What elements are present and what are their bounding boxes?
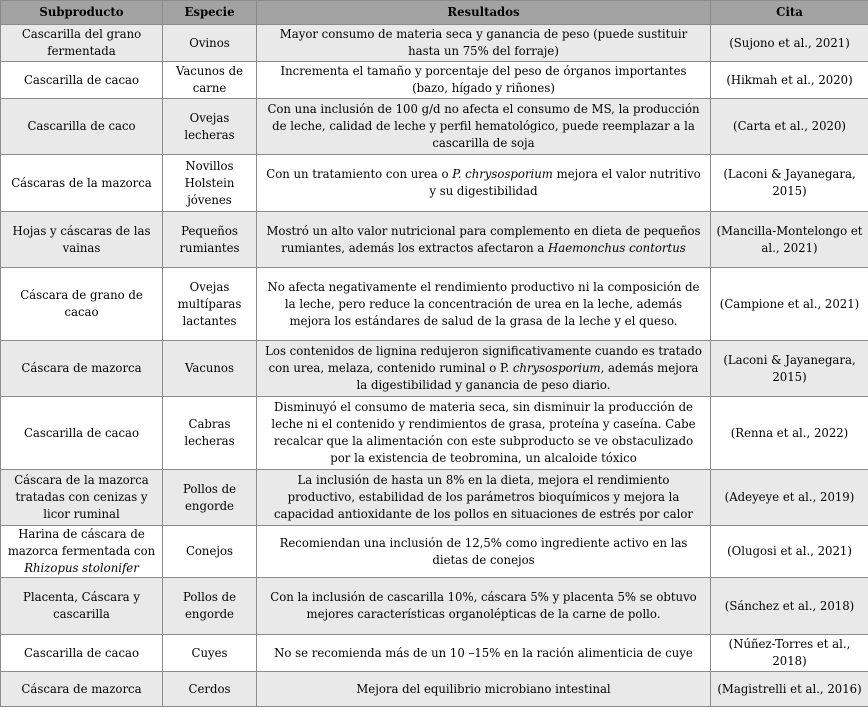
cell-resultados <box>257 25 711 62</box>
cell-resultados-segment: mejora el valor nutritivo y su digestibilidad <box>429 167 701 198</box>
cell-resultados <box>257 470 711 526</box>
cell-subproducto-segment: Cáscara de grano de cacao <box>20 288 143 319</box>
cell-resultados-segment: , además mejora la digestibilidad y ganancia de peso diario. <box>356 361 699 392</box>
cell-subproducto <box>1 25 163 62</box>
cell-resultados <box>257 578 711 635</box>
cell-subproducto-segment: Cáscaras de la mazorca <box>11 175 152 190</box>
cell-resultados <box>257 526 711 578</box>
cell-resultados-segment: chrysosporium <box>512 361 601 375</box>
cell-resultados-segment: Recomiendan una inclusión de 12,5% como ingrediente activo en las dietas de conejos <box>279 535 688 567</box>
cell-subproducto <box>1 526 163 578</box>
cell-resultados-segment: P. chrysosporium <box>452 167 553 181</box>
cell-subproducto-segment: Hojas y cáscaras de las vainas <box>12 223 151 255</box>
cell-especie: Ovinos <box>163 25 257 62</box>
cell-resultados <box>257 99 711 155</box>
cell-cita: (Sujono et al., 2021) <box>711 25 868 62</box>
cell-resultados-segment: Haemonchus contortus <box>548 240 686 255</box>
cell-resultados <box>257 672 711 707</box>
table-row <box>1 341 868 397</box>
cell-especie: Cerdos <box>163 672 257 707</box>
table-row <box>1 397 868 470</box>
cell-subproducto <box>1 212 163 268</box>
cell-subproducto <box>1 578 163 635</box>
cell-cita: (Hikmah et al., 2020) <box>711 62 868 99</box>
cell-subproducto <box>1 672 163 707</box>
cell-subproducto-segment: Cascarilla de caco <box>27 119 136 133</box>
cell-especie: Pollos de engorde <box>163 578 257 635</box>
table-row <box>1 635 868 672</box>
cell-subproducto-segment: Cáscara de mazorca <box>21 361 142 375</box>
cell-cita: (Renna et al., 2022) <box>711 397 868 470</box>
cell-resultados <box>257 155 711 212</box>
cell-subproducto <box>1 470 163 526</box>
cell-subproducto-segment: Cáscara de mazorca <box>21 681 142 696</box>
table-row <box>1 155 868 212</box>
cell-subproducto <box>1 268 163 341</box>
cell-resultados-segment: Con la inclusión de cascarilla 10%, cáscara 5% y placenta 5% se obtuvo mejores características organolépticas de la carne de pollo. <box>270 590 697 621</box>
cell-subproducto <box>1 155 163 212</box>
table-row <box>1 268 868 341</box>
cell-especie: Ovejas multíparas lactantes <box>163 268 257 341</box>
cell-resultados-segment: Con una inclusión de 100 g/d no afecta el consumo de MS, la producción de leche, calidad de leche y perfil hematológico, puede reemplazar a la cascarilla de soja <box>267 102 700 150</box>
header-resultados: Resultados <box>257 1 711 25</box>
header-row <box>1 1 868 25</box>
table-row <box>1 526 868 578</box>
cell-resultados-segment: Mostró un alto valor nutricional para complemento en dieta de pequeños rumiantes, además los extractos afectaron a <box>266 223 701 255</box>
cell-subproducto-segment: Cascarilla de cacao <box>23 72 140 87</box>
cell-especie: Vacunos de carne <box>163 62 257 99</box>
cell-resultados <box>257 62 711 99</box>
cell-especie: Pequeños rumiantes <box>163 212 257 268</box>
table-row <box>1 62 868 99</box>
cell-subproducto-segment: Placenta, Cáscara y cascarilla <box>23 590 140 621</box>
cell-resultados-segment: Los contenidos de lignina redujeron significativamente cuando es tratado con urea, melaza, contenido ruminal o P. <box>265 344 702 375</box>
cell-resultados <box>257 635 711 672</box>
cell-subproducto-segment: Harina de cáscara de mazorca fermentada con <box>7 527 156 558</box>
cell-cita: (Olugosi et al., 2021) <box>711 526 868 578</box>
cell-resultados <box>257 341 711 397</box>
table-body <box>1 25 868 707</box>
cell-subproducto <box>1 99 163 155</box>
cell-subproducto-segment: Cáscara de la mazorca tratadas con cenizas y licor ruminal <box>14 473 149 521</box>
cell-resultados-segment: Disminuyó el consumo de materia seca, sin disminuir la producción de leche ni el contenido y rendimientos de grasa, proteína y caseína. Cabe recalcar que la alimentación con este subproducto se ve obstaculizado por la existencia de teobromina, un alcaloide tóxico <box>271 400 696 465</box>
table-row <box>1 25 868 62</box>
header-cita: Cita <box>711 1 868 25</box>
cell-resultados-segment: Mayor consumo de materia seca y ganancia de peso (puede sustituir hasta un 75% del forraje) <box>279 27 688 58</box>
cell-especie: Vacunos <box>163 341 257 397</box>
cell-cita: (Adeyeye et al., 2019) <box>711 470 868 526</box>
cell-resultados-segment: No afecta negativamente el rendimiento productivo ni la composición de la leche, pero reduce la concentración de urea en la leche, además mejora los estándares de salud de la grasa de la leche y el queso. <box>267 279 700 328</box>
cell-subproducto <box>1 62 163 99</box>
cell-subproducto-segment: Cascarilla de cacao <box>23 645 140 660</box>
cell-subproducto <box>1 635 163 672</box>
cell-subproducto <box>1 341 163 397</box>
cell-cita: (Magistrelli et al., 2016) <box>711 672 868 707</box>
cell-cita: (Núñez-Torres et al., 2018) <box>711 635 868 672</box>
cell-especie: Conejos <box>163 526 257 578</box>
cell-resultados-segment: La inclusión de hasta un 8% en la dieta, mejora el rendimiento productivo, estabilidad de los parámetros bioquímicos y mejora la capacidad antioxidante de los pollos en situaciones de estrés por calor <box>273 473 694 521</box>
cell-especie: Cabras lecheras <box>163 397 257 470</box>
table-row <box>1 212 868 268</box>
table-row <box>1 99 868 155</box>
cell-especie: Ovejas lecheras <box>163 99 257 155</box>
cell-resultados-segment: Mejora del equilibrio microbiano intestinal <box>356 681 611 696</box>
cell-resultados <box>257 268 711 341</box>
cell-resultados <box>257 397 711 470</box>
cell-especie: Cuyes <box>163 635 257 672</box>
cell-cita: (Campione et al., 2021) <box>711 268 868 341</box>
cell-especie: Pollos de engorde <box>163 470 257 526</box>
cell-resultados-segment: Incrementa el tamaño y porcentaje del peso de órganos importantes (bazo, hígado y riñones) <box>280 64 687 95</box>
cell-subproducto-segment: Rhizopus stolonifer <box>24 561 139 575</box>
cell-cita: (Carta et al., 2020) <box>711 99 868 155</box>
cell-resultados-segment: No se recomienda más de un 10 –15% en la ración alimenticia de cuye <box>274 645 693 660</box>
cell-cita: (Sánchez et al., 2018) <box>711 578 868 635</box>
cell-resultados <box>257 212 711 268</box>
cell-resultados-segment: Con un tratamiento con urea o <box>266 167 453 181</box>
table-row <box>1 672 868 707</box>
cell-cita: (Laconi & Jayanegara, 2015) <box>711 341 868 397</box>
table-row <box>1 578 868 635</box>
table-row <box>1 470 868 526</box>
header-especie: Especie <box>163 1 257 25</box>
cell-subproducto-segment: Cascarilla de cacao <box>23 425 140 440</box>
cell-subproducto-segment: Cascarilla del grano fermentada <box>21 27 142 58</box>
cell-especie: Novillos Holstein jóvenes <box>163 155 257 212</box>
header-subproducto: Subproducto <box>1 1 163 25</box>
cell-cita: (Laconi & Jayanegara, 2015) <box>711 155 868 212</box>
cell-cita: (Mancilla-Montelongo et al., 2021) <box>711 212 868 268</box>
cell-subproducto <box>1 397 163 470</box>
